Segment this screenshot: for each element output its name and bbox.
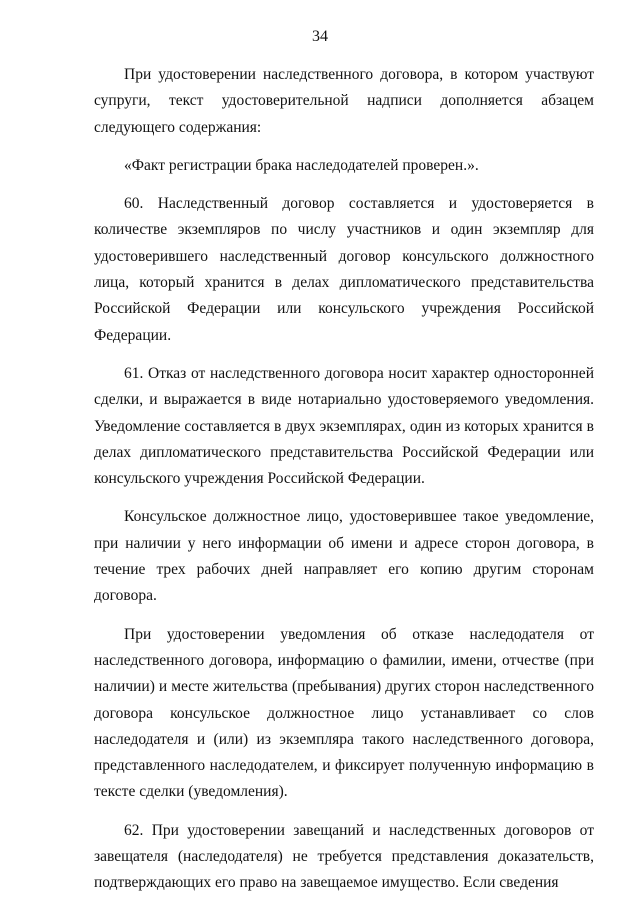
paragraph-consular-notice: Консульское должностное лицо, удостоверившее такое уведомление, при наличии у него информации об имени и адресе сторон договора, в течение трех рабочих дней направляет его копию другим сторонам договора. bbox=[94, 508, 594, 605]
paragraph-spouses-clause: При удостоверении наследственного договора, в котором участвуют супруги, текст удостоверительной надписи дополняется абзацем следующего содержания: bbox=[94, 66, 594, 136]
paragraph-notice-details: При удостоверении уведомления об отказе наследодателя от наследственного договора, информацию о фамилии, имени, отчестве (при наличии) и месте жительства (пребывания) других сторон наследственного договора консульское должностное лицо устанавливает со слов наследодателя и (или) из экземпляра такого наследственного договора, представленного наследодателем, и фиксирует полученную информацию в тексте сделки (уведомления). bbox=[94, 625, 594, 801]
paragraph-60: 60. Наследственный договор составляется и удостоверяется в количестве экземпляров по числу участников и один экземпляр для удостоверившего наследственный договор консульского должностного лица, который хранится в делах дипломатического представительства Российской Федерации или консульского учреждения Российской Федерации. bbox=[94, 195, 594, 344]
paragraph-61: 61. Отказ от наследственного договора носит характер односторонней сделки, и выражается в виде нотариально удостоверяемого уведомления. Уведомление составляется в двух экземплярах, один из которых хранится в делах дипломатического представительства Российской Федерации или консульского учреждения Российской Федерации. bbox=[94, 364, 594, 488]
paragraph-62: 62. При удостоверении завещаний и наследственных договоров от завещателя (наследодателя) не требуется представления доказательств, подтверждающих его право на завещаемое имущество. Если сведения bbox=[94, 821, 594, 892]
page-number: 34 bbox=[312, 28, 328, 45]
paragraph-marriage-check: «Факт регистрации брака наследодателей проверен.». bbox=[124, 156, 479, 174]
document-body bbox=[94, 62, 594, 909]
